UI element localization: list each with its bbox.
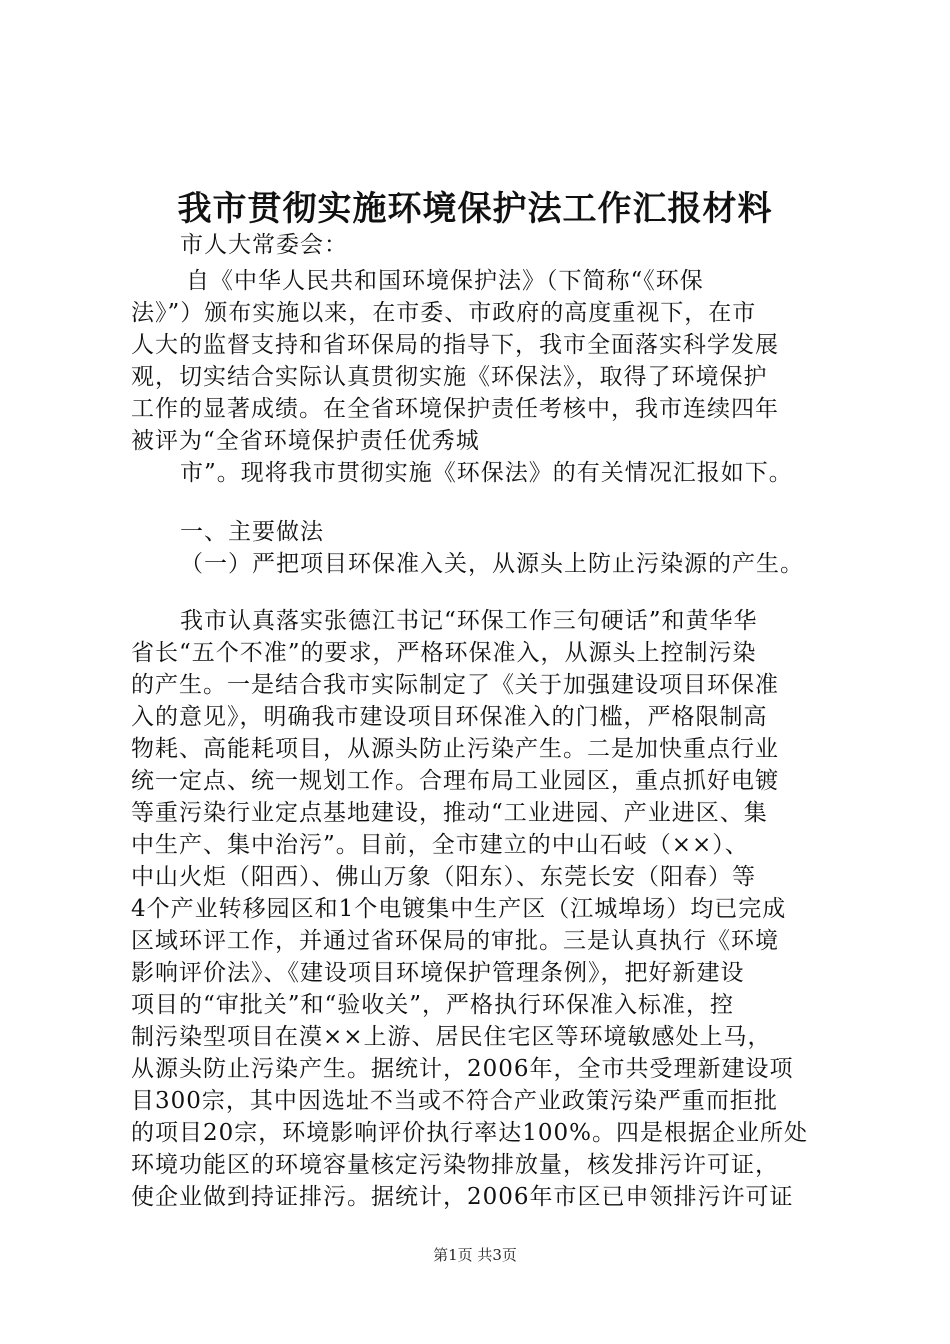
body-line: 影响评价法》、《建设项目环境保护管理条例》，把好新建设	[131, 960, 745, 986]
body-line: 等重污染行业定点基地建设，推动“工业进园、产业进区、集	[131, 800, 768, 826]
body-line: 市”。现将我市贯彻实施《环保法》的有关情况汇报如下。	[180, 460, 793, 486]
body-line: 物耗、高能耗项目，从源头防止污染产生。二是加快重点行业	[131, 736, 779, 762]
body-line: 统一定点、统一规划工作。合理布局工业园区，重点抓好电镀	[131, 768, 779, 794]
body-line: 被评为“全省环境保护责任优秀城	[131, 428, 480, 454]
body-line: 使企业做到持证排污。据统计，2006年市区已申领排污许可证	[131, 1184, 794, 1210]
body-line: 我市认真落实张德江书记“环保工作三句硬话”和黄华华	[180, 608, 758, 634]
body-line: 中山火炬（阳西）、佛山万象（阳东）、东莞长安（阳春）等	[131, 864, 756, 890]
body-line: 目300宗，其中因选址不当或不符合产业政策污染严重而拒批	[131, 1088, 778, 1114]
body-line: 制污染型项目在漠××上游、居民住宅区等环境敏感处上马，	[131, 1024, 772, 1050]
document-title: 我市贯彻实施环境保护法工作汇报材料	[177, 189, 773, 229]
body-line: 4个产业转移园区和1个电镀集中生产区（江城埠场）均已完成	[131, 896, 787, 922]
body-line: 人大的监督支持和省环保局的指导下，我市全面落实科学发展	[131, 332, 779, 358]
body-line: 的产生。一是结合我市实际制定了《关于加强建设项目环保准	[131, 672, 779, 698]
body-line: 的项目20宗，环境影响评价执行率达100%。四是根据企业所处	[131, 1120, 809, 1146]
section-heading: 一、主要做法	[180, 519, 324, 545]
body-line: 入的意见》，明确我市建设项目环保准入的门槛，严格限制高	[131, 704, 768, 730]
body-line: 省长“五个不准”的要求，严格环保准入，从源头上控制污染	[131, 640, 757, 666]
body-line: 项目的“审批关”和“验收关”，严格执行环保准入标准，控	[131, 992, 735, 1018]
body-line: 从源头防止污染产生。据统计，2006年，全市共受理新建设项	[131, 1056, 794, 1082]
body-line: 环境功能区的环境容量核定污染物排放量，核发排污许可证，	[131, 1152, 779, 1178]
body-line: 工作的显著成绩。在全省环境保护责任考核中，我市连续四年	[131, 396, 779, 422]
body-line: 区域环评工作，并通过省环保局的审批。三是认真执行《环境	[131, 928, 779, 954]
page-number-footer: 第1页 共3页	[433, 1246, 517, 1264]
salutation-line: 市人大常委会：	[180, 232, 348, 258]
body-line: 自《中华人民共和国环境保护法》（下简称“《环保	[186, 268, 704, 294]
body-line: 观，切实结合实际认真贯彻实施《环保法》，取得了环境保护	[131, 364, 768, 390]
body-line: 法》”）颁布实施以来，在市委、市政府的高度重视下，在市	[131, 300, 757, 326]
subsection-heading: （一）严把项目环保准入关，从源头上防止污染源的产生。	[180, 551, 804, 577]
body-line: 中生产、集中治污”。目前，全市建立的中山石岐（××）、	[131, 832, 749, 858]
